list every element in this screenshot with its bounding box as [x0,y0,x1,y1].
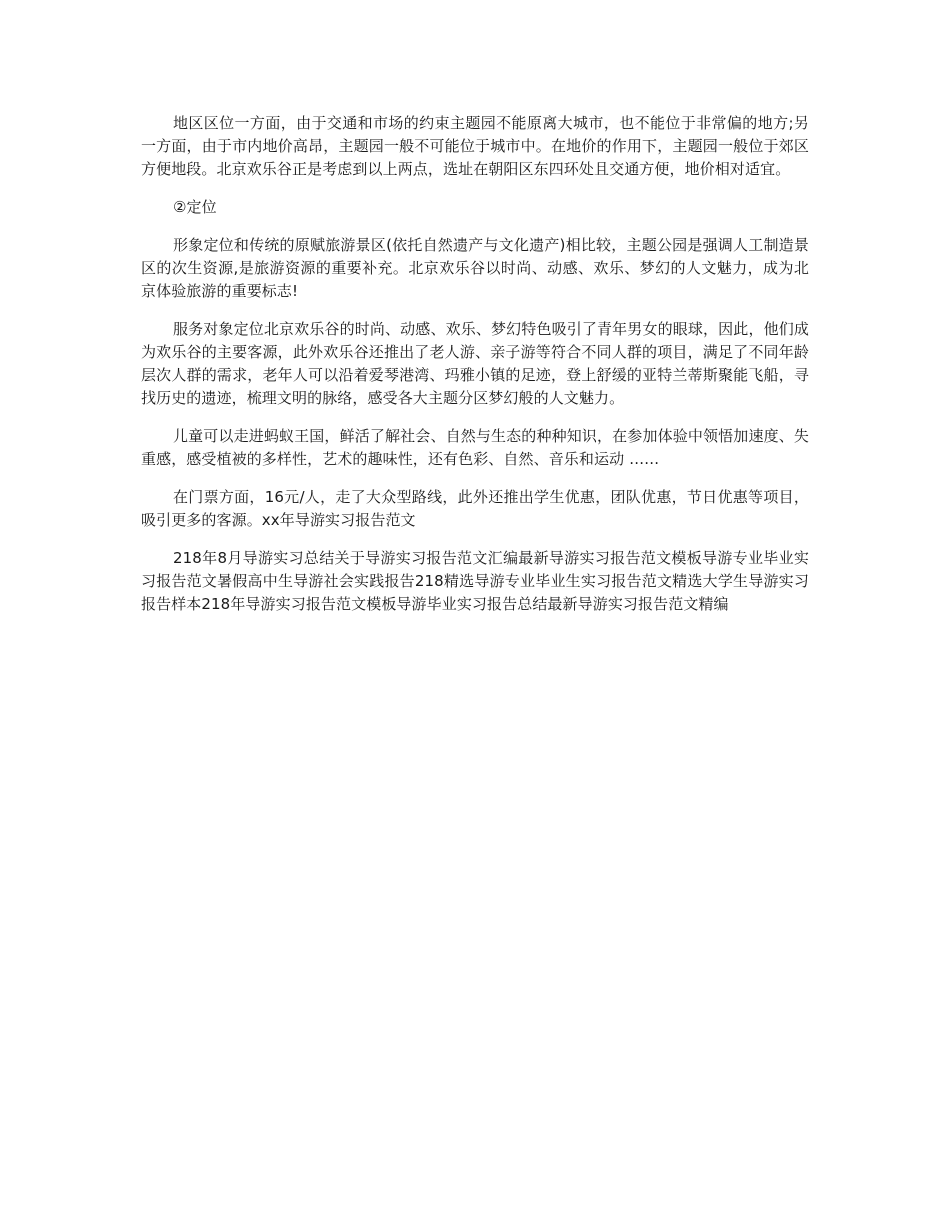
paragraph-image-positioning: 形象定位和传统的原赋旅游景区(依托自然遗产与文化遗产)相比较，主题公园是强调人工制造景区的次生资源,是旅游资源的重要补充。北京欢乐谷以时尚、动感、欢乐、梦幻的人文魅力，成为北京体验旅游的重要标志! [141,236,809,300]
section-heading-positioning: ②定位 [173,198,217,216]
paragraph-related-links: 218年8月导游实习总结关于导游实习报告范文汇编最新导游实习报告范文模板导游专业毕业实习报告范文暑假高中生导游社会实践报告218精选导游专业毕业生实习报告范文精选大学生导游实习报告样本218年导游实习报告范文模板导游毕业实习报告总结最新导游实习报告范文精编 [141,549,809,613]
paragraph-children: 儿童可以走进蚂蚁王国，鲜活了解社会、自然与生态的种种知识，在参加体验中领悟加速度、失重感，感受植被的多样性，艺术的趣味性，还有色彩、自然、音乐和运动 …… [141,427,809,468]
paragraph-location: 地区区位一方面，由于交通和市场的约束主题园不能原离大城市，也不能位于非常偏的地方;另一方面，由于市内地价高昂，主题园一般不可能位于城市中。在地价的作用下，主题园一般位于郊区方便地段。北京欢乐谷正是考虑到以上两点，选址在朝阳区东四环处且交通方便，地价相对适宜。 [141,114,809,178]
paragraph-tickets: 在门票方面，16元/人，走了大众型路线，此外还推出学生优惠，团队优惠，节日优惠等项目，吸引更多的客源。xx年导游实习报告范文 [141,488,809,529]
document-body [141,112,809,616]
paragraph-target-audience: 服务对象定位北京欢乐谷的时尚、动感、欢乐、梦幻特色吸引了青年男女的眼球，因此，他们成为欢乐谷的主要客源，此外欢乐谷还推出了老人游、亲子游等符合不同人群的项目，满足了不同年龄层次人群的需求，老年人可以沿着爱琴港湾、玛雅小镇的足迹，登上舒缓的亚特兰蒂斯聚能飞船，寻找历史的遗迹，梳理文明的脉络，感受各大主题分区梦幻般的人文魅力。 [141,320,809,407]
